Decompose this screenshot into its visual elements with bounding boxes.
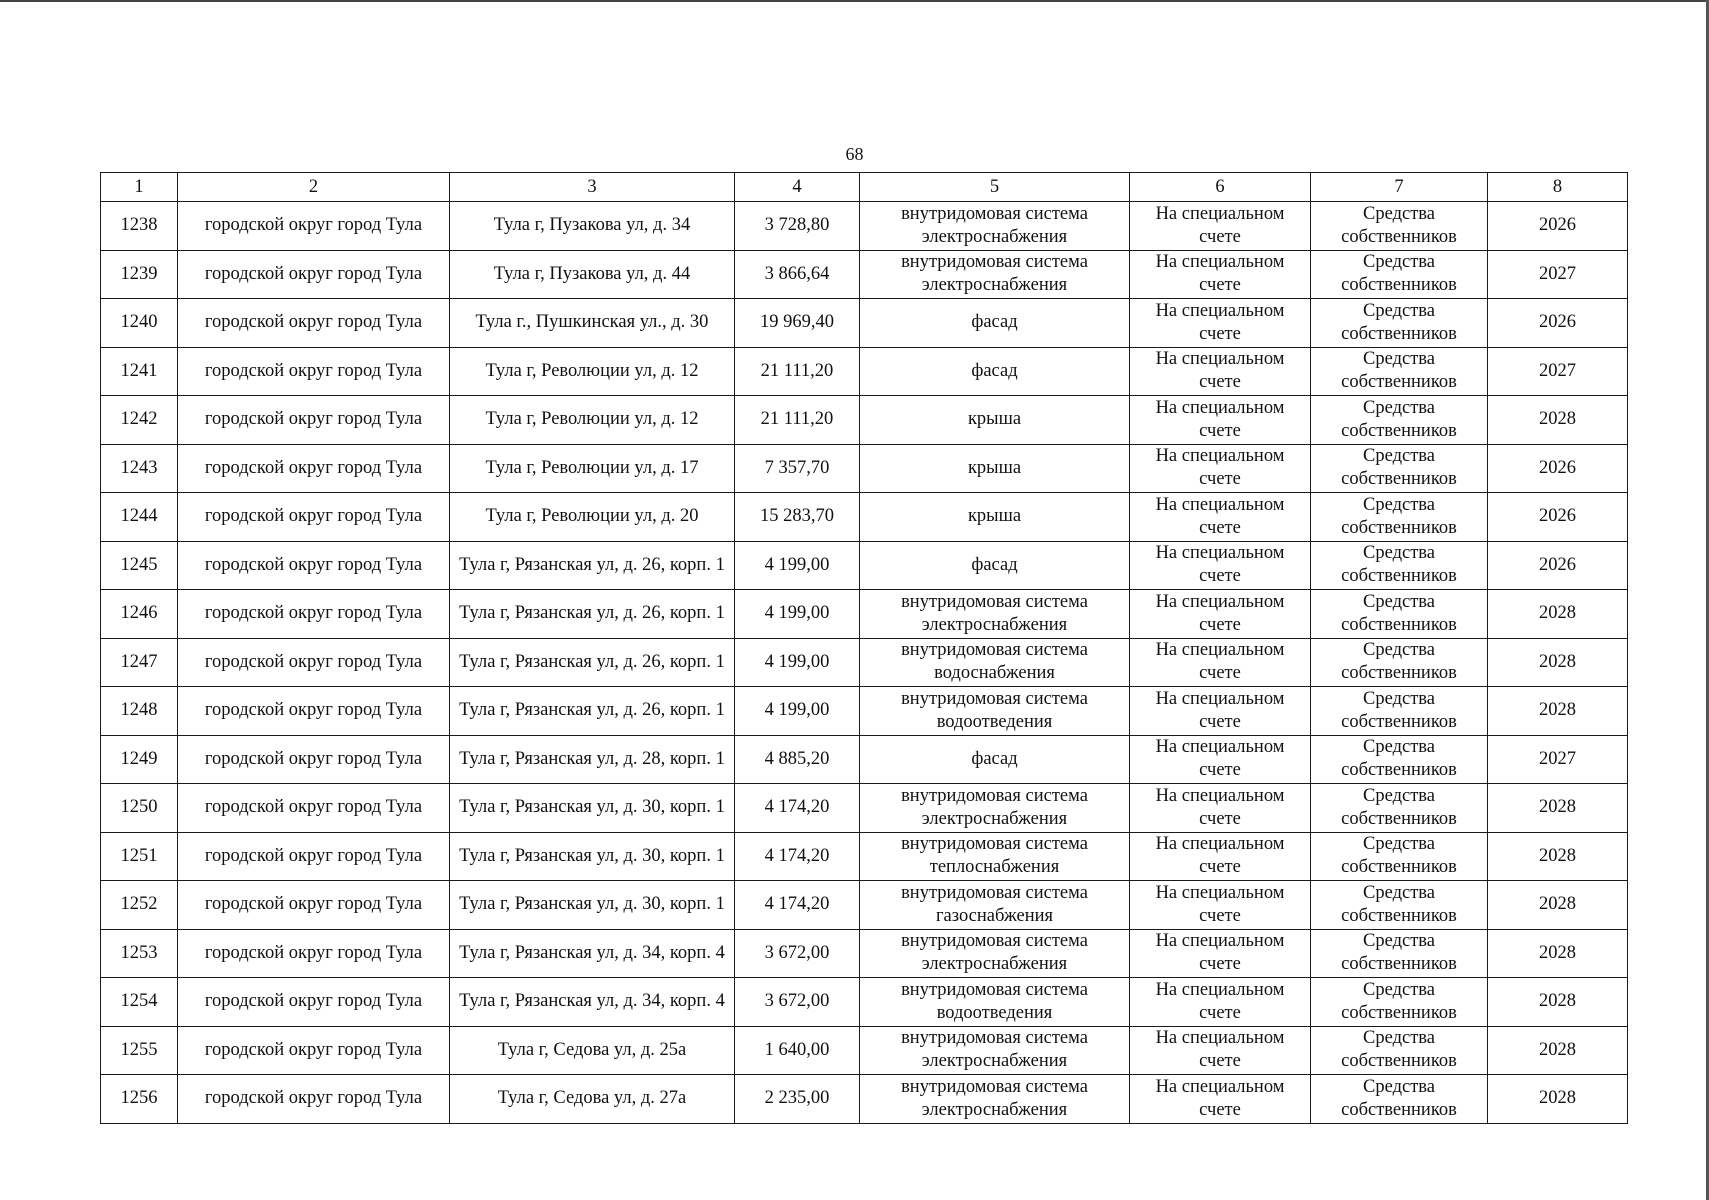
account-cell: На специальном счете bbox=[1130, 347, 1311, 396]
address-cell: Тула г, Рязанская ул, д. 28, корп. 1 bbox=[450, 735, 735, 784]
area-cell: 4 174,20 bbox=[735, 832, 860, 881]
address-cell: Тула г, Рязанская ул, д. 30, корп. 1 bbox=[450, 881, 735, 930]
year-cell: 2028 bbox=[1488, 978, 1628, 1027]
area-cell: 21 111,20 bbox=[735, 396, 860, 445]
area-cell: 4 174,20 bbox=[735, 784, 860, 833]
district-cell: городской округ город Тула bbox=[178, 347, 450, 396]
funding-cell: Средства собственников bbox=[1311, 396, 1488, 445]
column-header-5: 5 bbox=[860, 173, 1130, 202]
address-cell: Тула г, Рязанская ул, д. 30, корп. 1 bbox=[450, 784, 735, 833]
district-cell: городской округ город Тула bbox=[178, 590, 450, 639]
address-cell: Тула г, Пузакова ул, д. 34 bbox=[450, 202, 735, 251]
area-cell: 3 728,80 bbox=[735, 202, 860, 251]
row-number-cell: 1241 bbox=[101, 347, 178, 396]
district-cell: городской округ город Тула bbox=[178, 396, 450, 445]
area-cell: 15 283,70 bbox=[735, 493, 860, 542]
district-cell: городской округ город Тула bbox=[178, 299, 450, 348]
funding-cell: Средства собственников bbox=[1311, 493, 1488, 542]
year-cell: 2028 bbox=[1488, 1026, 1628, 1075]
year-cell: 2028 bbox=[1488, 687, 1628, 736]
account-cell: На специальном счете bbox=[1130, 541, 1311, 590]
funding-cell: Средства собственников bbox=[1311, 347, 1488, 396]
funding-cell: Средства собственников bbox=[1311, 299, 1488, 348]
column-header-8: 8 bbox=[1488, 173, 1628, 202]
district-cell: городской округ город Тула bbox=[178, 493, 450, 542]
district-cell: городской округ город Тула bbox=[178, 881, 450, 930]
table-row bbox=[101, 784, 1628, 833]
year-cell: 2028 bbox=[1488, 881, 1628, 930]
funding-cell: Средства собственников bbox=[1311, 832, 1488, 881]
area-cell: 4 174,20 bbox=[735, 881, 860, 930]
table-row bbox=[101, 493, 1628, 542]
work-type-cell: крыша bbox=[860, 444, 1130, 493]
table-row bbox=[101, 250, 1628, 299]
work-type-cell: крыша bbox=[860, 493, 1130, 542]
column-header-4: 4 bbox=[735, 173, 860, 202]
year-cell: 2028 bbox=[1488, 1075, 1628, 1124]
account-cell: На специальном счете bbox=[1130, 638, 1311, 687]
table-row bbox=[101, 347, 1628, 396]
work-type-cell: фасад bbox=[860, 735, 1130, 784]
funding-cell: Средства собственников bbox=[1311, 1026, 1488, 1075]
district-cell: городской округ город Тула bbox=[178, 978, 450, 1027]
table-row bbox=[101, 396, 1628, 445]
account-cell: На специальном счете bbox=[1130, 1026, 1311, 1075]
column-header-7: 7 bbox=[1311, 173, 1488, 202]
row-number-cell: 1252 bbox=[101, 881, 178, 930]
address-cell: Тула г, Рязанская ул, д. 26, корп. 1 bbox=[450, 638, 735, 687]
funding-cell: Средства собственников bbox=[1311, 735, 1488, 784]
row-number-cell: 1245 bbox=[101, 541, 178, 590]
table-row bbox=[101, 881, 1628, 930]
work-type-cell: крыша bbox=[860, 396, 1130, 445]
table-row bbox=[101, 929, 1628, 978]
repair-schedule-table bbox=[100, 172, 1628, 1124]
work-type-cell: внутридомовая система газоснабжения bbox=[860, 881, 1130, 930]
funding-cell: Средства собственников bbox=[1311, 978, 1488, 1027]
row-number-cell: 1242 bbox=[101, 396, 178, 445]
account-cell: На специальном счете bbox=[1130, 493, 1311, 542]
funding-cell: Средства собственников bbox=[1311, 444, 1488, 493]
row-number-cell: 1254 bbox=[101, 978, 178, 1027]
funding-cell: Средства собственников bbox=[1311, 881, 1488, 930]
work-type-cell: внутридомовая система теплоснабжения bbox=[860, 832, 1130, 881]
row-number-cell: 1240 bbox=[101, 299, 178, 348]
row-number-cell: 1248 bbox=[101, 687, 178, 736]
work-type-cell: внутридомовая система электроснабжения bbox=[860, 202, 1130, 251]
account-cell: На специальном счете bbox=[1130, 978, 1311, 1027]
account-cell: На специальном счете bbox=[1130, 881, 1311, 930]
account-cell: На специальном счете bbox=[1130, 1075, 1311, 1124]
address-cell: Тула г, Революции ул, д. 20 bbox=[450, 493, 735, 542]
account-cell: На специальном счете bbox=[1130, 735, 1311, 784]
year-cell: 2027 bbox=[1488, 347, 1628, 396]
district-cell: городской округ город Тула bbox=[178, 1075, 450, 1124]
table-row bbox=[101, 202, 1628, 251]
work-type-cell: фасад bbox=[860, 347, 1130, 396]
address-cell: Тула г, Революции ул, д. 12 bbox=[450, 347, 735, 396]
year-cell: 2026 bbox=[1488, 444, 1628, 493]
account-cell: На специальном счете bbox=[1130, 299, 1311, 348]
area-cell: 3 672,00 bbox=[735, 929, 860, 978]
district-cell: городской округ город Тула bbox=[178, 638, 450, 687]
row-number-cell: 1250 bbox=[101, 784, 178, 833]
row-number-cell: 1238 bbox=[101, 202, 178, 251]
account-cell: На специальном счете bbox=[1130, 202, 1311, 251]
district-cell: городской округ город Тула bbox=[178, 202, 450, 251]
account-cell: На специальном счете bbox=[1130, 590, 1311, 639]
address-cell: Тула г, Седова ул, д. 25а bbox=[450, 1026, 735, 1075]
row-number-cell: 1243 bbox=[101, 444, 178, 493]
area-cell: 19 969,40 bbox=[735, 299, 860, 348]
address-cell: Тула г, Седова ул, д. 27а bbox=[450, 1075, 735, 1124]
area-cell: 21 111,20 bbox=[735, 347, 860, 396]
row-number-cell: 1249 bbox=[101, 735, 178, 784]
work-type-cell: внутридомовая система водоснабжения bbox=[860, 638, 1130, 687]
work-type-cell: внутридомовая система электроснабжения bbox=[860, 590, 1130, 639]
work-type-cell: внутридомовая система водоотведения bbox=[860, 687, 1130, 736]
district-cell: городской округ город Тула bbox=[178, 735, 450, 784]
address-cell: Тула г, Рязанская ул, д. 30, корп. 1 bbox=[450, 832, 735, 881]
account-cell: На специальном счете bbox=[1130, 396, 1311, 445]
district-cell: городской округ город Тула bbox=[178, 929, 450, 978]
address-cell: Тула г, Рязанская ул, д. 26, корп. 1 bbox=[450, 541, 735, 590]
district-cell: городской округ город Тула bbox=[178, 784, 450, 833]
row-number-cell: 1251 bbox=[101, 832, 178, 881]
table-row bbox=[101, 832, 1628, 881]
area-cell: 4 199,00 bbox=[735, 590, 860, 639]
area-cell: 4 199,00 bbox=[735, 638, 860, 687]
year-cell: 2027 bbox=[1488, 735, 1628, 784]
work-type-cell: внутридомовая система электроснабжения bbox=[860, 250, 1130, 299]
account-cell: На специальном счете bbox=[1130, 444, 1311, 493]
table-header-row bbox=[101, 173, 1628, 202]
area-cell: 3 672,00 bbox=[735, 978, 860, 1027]
table-row bbox=[101, 590, 1628, 639]
table-row bbox=[101, 638, 1628, 687]
area-cell: 4 199,00 bbox=[735, 541, 860, 590]
district-cell: городской округ город Тула bbox=[178, 250, 450, 299]
table-row bbox=[101, 299, 1628, 348]
area-cell: 4 885,20 bbox=[735, 735, 860, 784]
address-cell: Тула г, Рязанская ул, д. 26, корп. 1 bbox=[450, 687, 735, 736]
year-cell: 2027 bbox=[1488, 250, 1628, 299]
account-cell: На специальном счете bbox=[1130, 832, 1311, 881]
district-cell: городской округ город Тула bbox=[178, 444, 450, 493]
work-type-cell: внутридомовая система электроснабжения bbox=[860, 784, 1130, 833]
district-cell: городской округ город Тула bbox=[178, 1026, 450, 1075]
year-cell: 2026 bbox=[1488, 202, 1628, 251]
address-cell: Тула г, Революции ул, д. 12 bbox=[450, 396, 735, 445]
year-cell: 2028 bbox=[1488, 590, 1628, 639]
area-cell: 7 357,70 bbox=[735, 444, 860, 493]
work-type-cell: фасад bbox=[860, 299, 1130, 348]
district-cell: городской округ город Тула bbox=[178, 687, 450, 736]
funding-cell: Средства собственников bbox=[1311, 1075, 1488, 1124]
funding-cell: Средства собственников bbox=[1311, 929, 1488, 978]
funding-cell: Средства собственников bbox=[1311, 687, 1488, 736]
address-cell: Тула г, Рязанская ул, д. 34, корп. 4 bbox=[450, 929, 735, 978]
scan-top-edge bbox=[0, 0, 1709, 2]
district-cell: городской округ город Тула bbox=[178, 541, 450, 590]
work-type-cell: внутридомовая система электроснабжения bbox=[860, 1026, 1130, 1075]
address-cell: Тула г, Революции ул, д. 17 bbox=[450, 444, 735, 493]
table-row bbox=[101, 444, 1628, 493]
work-type-cell: внутридомовая система электроснабжения bbox=[860, 929, 1130, 978]
column-header-3: 3 bbox=[450, 173, 735, 202]
row-number-cell: 1239 bbox=[101, 250, 178, 299]
table-row bbox=[101, 687, 1628, 736]
area-cell: 1 640,00 bbox=[735, 1026, 860, 1075]
address-cell: Тула г, Пузакова ул, д. 44 bbox=[450, 250, 735, 299]
address-cell: Тула г., Пушкинская ул., д. 30 bbox=[450, 299, 735, 348]
funding-cell: Средства собственников bbox=[1311, 784, 1488, 833]
column-header-1: 1 bbox=[101, 173, 178, 202]
table-row bbox=[101, 735, 1628, 784]
funding-cell: Средства собственников bbox=[1311, 590, 1488, 639]
area-cell: 4 199,00 bbox=[735, 687, 860, 736]
table-row bbox=[101, 978, 1628, 1027]
table-row bbox=[101, 1075, 1628, 1124]
year-cell: 2026 bbox=[1488, 541, 1628, 590]
row-number-cell: 1253 bbox=[101, 929, 178, 978]
year-cell: 2026 bbox=[1488, 299, 1628, 348]
row-number-cell: 1255 bbox=[101, 1026, 178, 1075]
column-header-2: 2 bbox=[178, 173, 450, 202]
area-cell: 2 235,00 bbox=[735, 1075, 860, 1124]
table-row bbox=[101, 1026, 1628, 1075]
address-cell: Тула г, Рязанская ул, д. 34, корп. 4 bbox=[450, 978, 735, 1027]
account-cell: На специальном счете bbox=[1130, 687, 1311, 736]
row-number-cell: 1256 bbox=[101, 1075, 178, 1124]
account-cell: На специальном счете bbox=[1130, 250, 1311, 299]
page-number: 68 bbox=[845, 144, 864, 164]
funding-cell: Средства собственников bbox=[1311, 202, 1488, 251]
column-header-6: 6 bbox=[1130, 173, 1311, 202]
district-cell: городской округ город Тула bbox=[178, 832, 450, 881]
row-number-cell: 1247 bbox=[101, 638, 178, 687]
year-cell: 2028 bbox=[1488, 929, 1628, 978]
work-type-cell: фасад bbox=[860, 541, 1130, 590]
funding-cell: Средства собственников bbox=[1311, 250, 1488, 299]
year-cell: 2026 bbox=[1488, 493, 1628, 542]
table-row bbox=[101, 541, 1628, 590]
row-number-cell: 1246 bbox=[101, 590, 178, 639]
year-cell: 2028 bbox=[1488, 784, 1628, 833]
area-cell: 3 866,64 bbox=[735, 250, 860, 299]
year-cell: 2028 bbox=[1488, 832, 1628, 881]
work-type-cell: внутридомовая система водоотведения bbox=[860, 978, 1130, 1027]
year-cell: 2028 bbox=[1488, 638, 1628, 687]
row-number-cell: 1244 bbox=[101, 493, 178, 542]
account-cell: На специальном счете bbox=[1130, 784, 1311, 833]
funding-cell: Средства собственников bbox=[1311, 638, 1488, 687]
year-cell: 2028 bbox=[1488, 396, 1628, 445]
funding-cell: Средства собственников bbox=[1311, 541, 1488, 590]
account-cell: На специальном счете bbox=[1130, 929, 1311, 978]
address-cell: Тула г, Рязанская ул, д. 26, корп. 1 bbox=[450, 590, 735, 639]
work-type-cell: внутридомовая система электроснабжения bbox=[860, 1075, 1130, 1124]
